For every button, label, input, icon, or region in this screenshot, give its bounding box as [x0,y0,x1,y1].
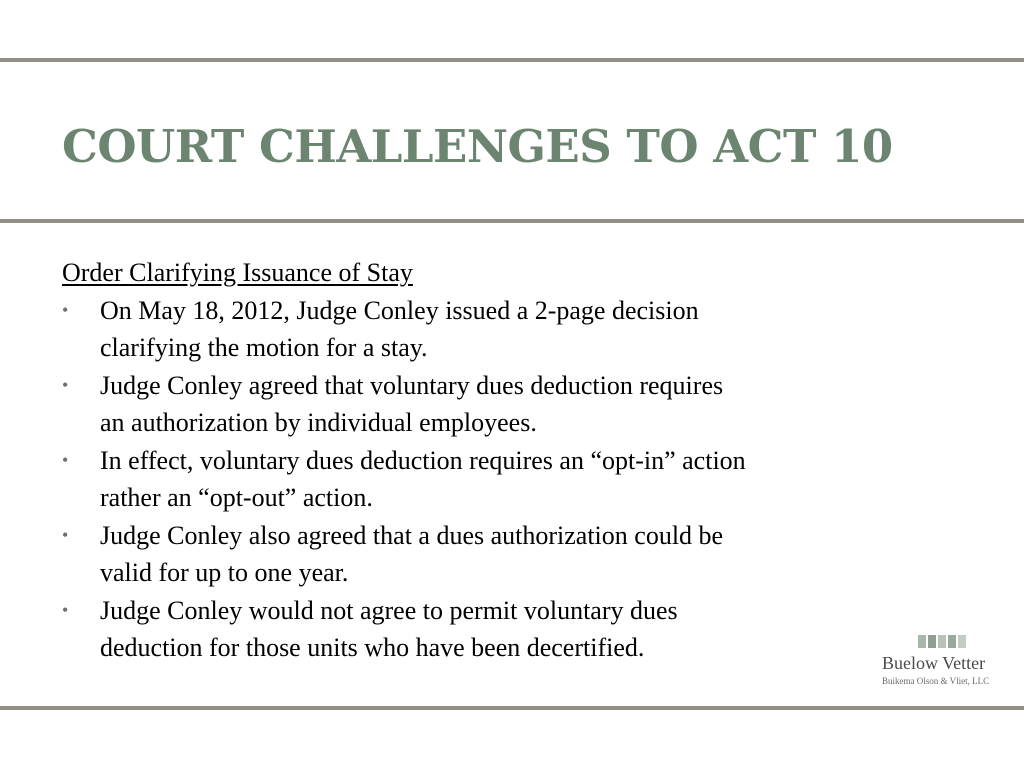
bullet-line: valid for up to one year. [100,558,349,587]
bullet-line: an authorization by individual employees. [100,408,537,437]
bullet-icon: • [62,299,69,320]
logo-bar [928,635,936,648]
top-divider [0,58,1024,62]
logo-bar [938,635,946,648]
section-subheading: Order Clarifying Issuance of Stay [62,258,413,287]
title-divider [0,219,1024,223]
logo-bar [918,635,926,648]
bullet-line: rather an “opt-out” action. [100,483,373,512]
logo-name: Buelow Vetter [882,653,986,673]
bullet-icon: • [62,599,69,620]
bullet-item [62,442,962,517]
logo-bar [958,635,966,648]
bottom-divider [0,706,1024,710]
bullet-icon: • [62,449,69,470]
slide-body [62,254,962,667]
bullet-line: On May 18, 2012, Judge Conley issued a 2-page decision [100,295,699,325]
bullet-line: Judge Conley would not agree to permit voluntary dues [100,595,678,625]
bullet-item [62,367,962,442]
logo-bars-icon [918,635,966,648]
bullet-icon: • [62,524,69,545]
bullet-list [62,292,962,667]
logo-subtitle: Buikema Olson & Vliet, LLC [882,676,990,686]
bullet-item [62,592,962,667]
firm-logo [880,635,1000,689]
bullet-icon: • [62,374,69,395]
slide-title: COURT CHALLENGES TO ACT 10 [62,120,893,173]
bullet-item [62,292,962,367]
bullet-line: In effect, voluntary dues deduction requires an “opt-in” action [100,445,746,475]
logo-bar [948,635,956,648]
bullet-line: deduction for those units who have been decertified. [100,633,645,662]
bullet-line: Judge Conley agreed that voluntary dues deduction requires [100,370,724,400]
bullet-line: Judge Conley also agreed that a dues authorization could be [100,520,724,550]
bullet-line: clarifying the motion for a stay. [100,333,428,362]
bullet-item [62,517,962,592]
